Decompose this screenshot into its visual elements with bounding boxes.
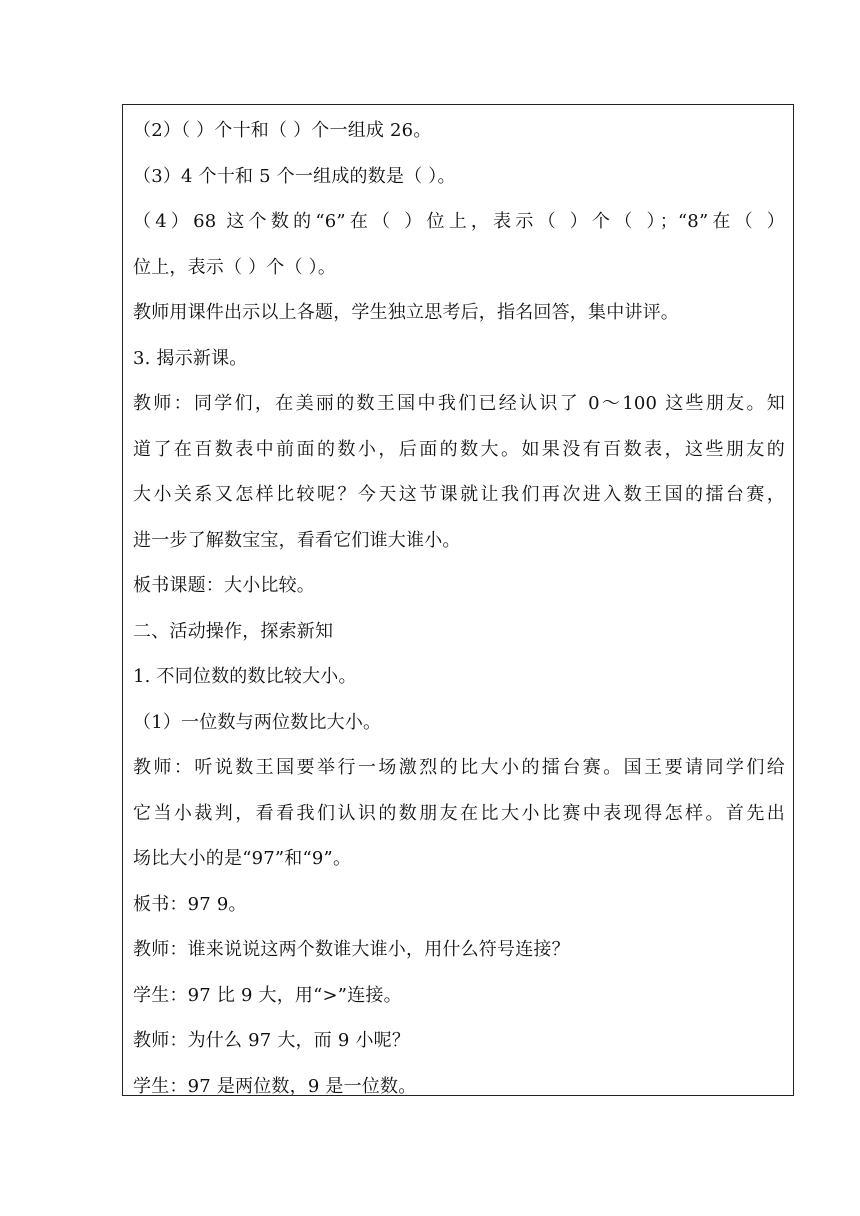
text-line: 板书课题：大小比较。 (133, 575, 315, 596)
text-line: （4）68 这个数的“6”在（ ）位上，表示（ ）个（ ）；“8”在（ ） (133, 211, 785, 232)
text-line: （2）（ ）个十和（ ）个一组成 26。 (133, 120, 432, 141)
text-line: 位上，表示（ ）个（ ）。 (133, 256, 337, 278)
text-line: 道了在百数表中前面的数小，后面的数大。如果没有百数表，这些朋友的 (133, 438, 785, 460)
text-line: 学生：97 是两位数，9 是一位数。 (133, 1075, 417, 1097)
text-line: 大小关系又怎样比较呢？今天这节课就让我们再次进入数王国的擂台赛， (133, 484, 785, 505)
subsection-heading: 1. 不同位数的数比较大小。 (133, 666, 357, 687)
text-line: 教师：听说数王国要举行一场激烈的比大小的擂台赛。国王要请同学们给 (133, 757, 785, 778)
text-line: 教师用课件出示以上各题，学生独立思考后，指名回答，集中讲评。 (133, 302, 679, 323)
section-heading: 二、活动操作，探索新知 (133, 620, 334, 642)
text-line: （1）一位数与两位数比大小。 (133, 711, 382, 733)
text-line: 教师：为什么 97 大，而 9 小呢？ (133, 1030, 411, 1051)
text-line: 教师：谁来说说这两个数谁大谁小，用什么符号连接？ (133, 939, 570, 960)
text-line: 场比大小的是“97”和“9”。 (133, 848, 352, 869)
text-line: 板书：97 9。 (133, 893, 247, 915)
text-line: 进一步了解数宝宝，看看它们谁大谁小。 (133, 529, 461, 551)
lesson-text-block (133, 113, 785, 1114)
text-line: 教师：同学们，在美丽的数王国中我们已经认识了 0～100 这些朋友。知 (133, 393, 785, 414)
text-line: 它当小裁判，看看我们认识的数朋友在比大小比赛中表现得怎样。首先出 (133, 802, 785, 824)
section-heading: 3. 揭示新课。 (133, 347, 248, 369)
text-line: （3）4 个十和 5 个一组成的数是（ ）。 (133, 165, 456, 187)
text-line: 学生：97 比 9 大，用“>”连接。 (133, 984, 402, 1006)
